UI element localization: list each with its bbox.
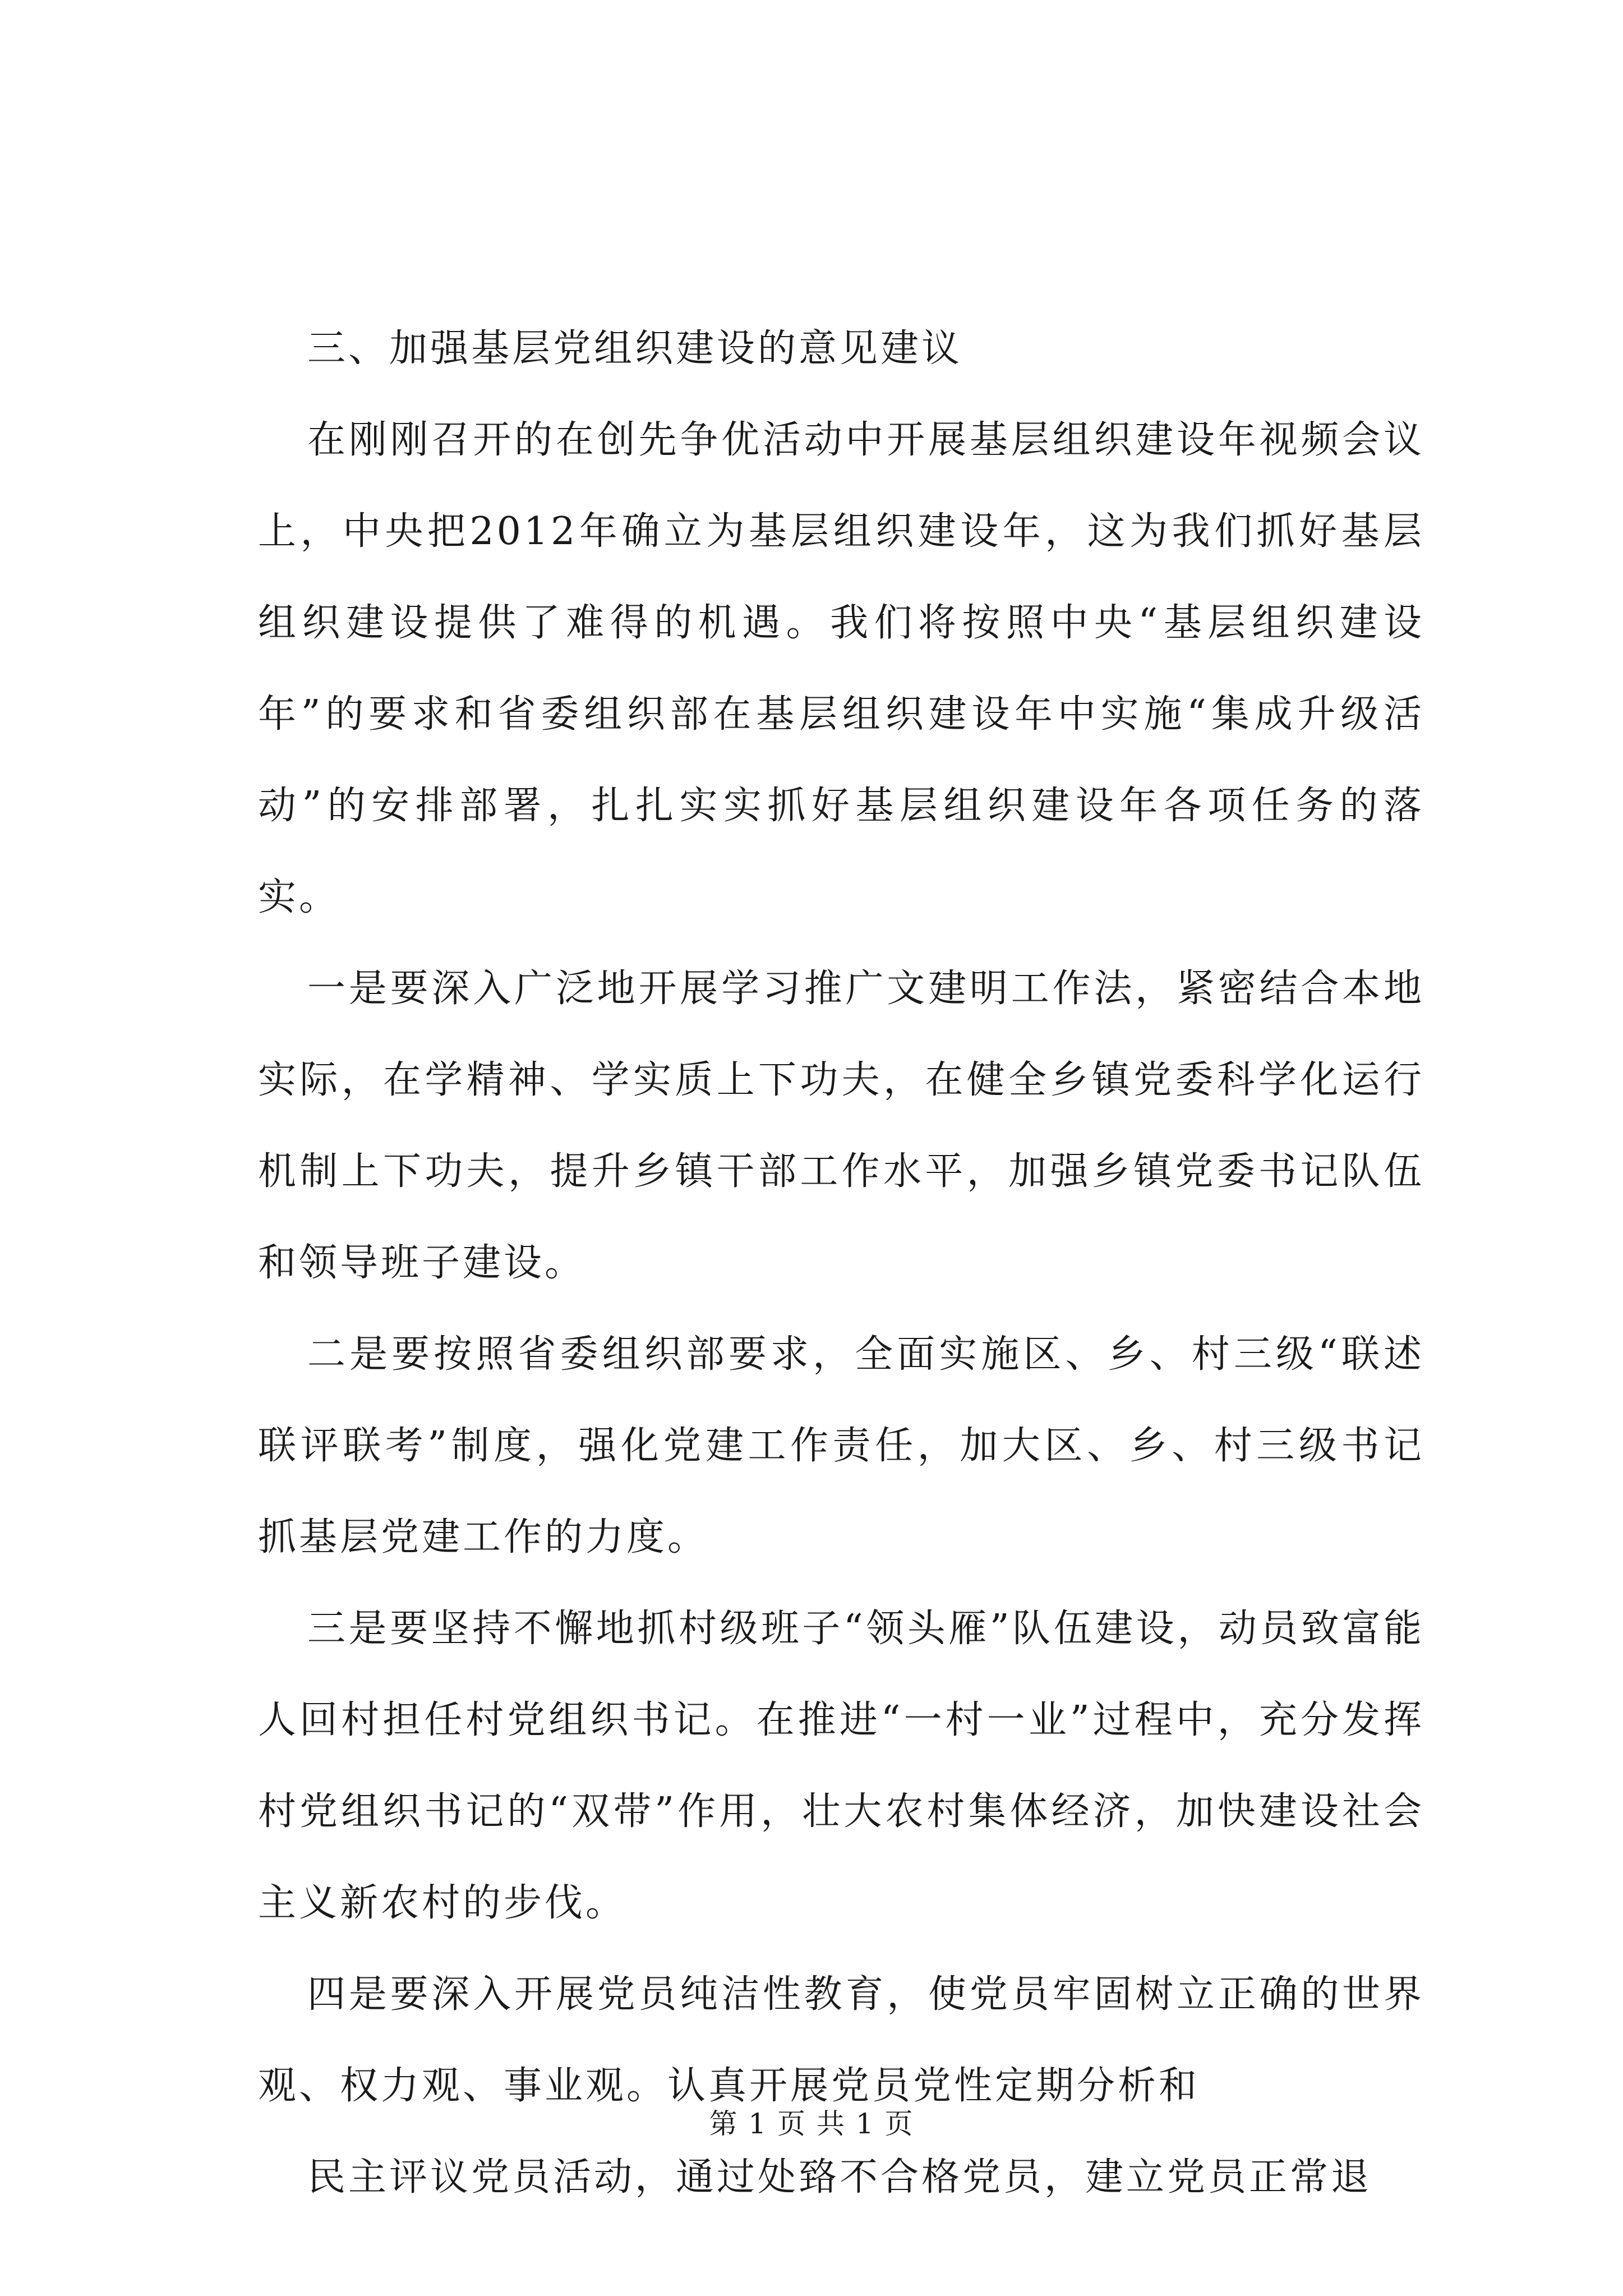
paragraph-item-4: 四是要深入开展党员纯洁性教育，使党员牢固树立正确的世界观、权力观、事业观。认真开展党员党性定期分析和	[258, 1972, 1424, 2108]
paragraph-intro: 在刚刚召开的在创先争优活动中开展基层组织建设年视频会议上，中央把2012年确立为基层组织建设年，这为我们抓好基层组织建设提供了难得的机遇。我们将按照中央“基层组织建设年”的要求和省委组织部在基层组织建设年中实施“集成升级活动”的安排部署，扎扎实实抓好基层组织建设年各项任务的落实。	[258, 418, 1424, 919]
paragraph-item-1: 一是要深入广泛地开展学习推广文建明工作法，紧密结合本地实际，在学精神、学实质上下功夫，在健全乡镇党委科学化运行机制上下功夫，提升乡镇干部工作水平，加强乡镇党委书记队伍和领导班子建设。	[258, 967, 1424, 1285]
page-footer: 第 1 页 共 1 页	[709, 2108, 914, 2140]
paragraph-item-3: 三是要坚持不懈地抓村级班子“领头雁”队伍建设，动员致富能人回村担任村党组织书记。在推进“一村一业”过程中，充分发挥村党组织书记的“双带”作用，壮大农村集体经济，加快建设社会主义新农村的步伐。	[258, 1607, 1424, 1925]
document-body	[258, 303, 1424, 2223]
paragraph-item-4-continued: 民主评议党员活动，通过处臵不合格党员，建立党员正常退	[307, 2155, 1372, 2200]
paragraph-item-2: 二是要按照省委组织部要求，全面实施区、乡、村三级“联述联评联考”制度，强化党建工作责任，加大区、乡、村三级书记抓基层党建工作的力度。	[258, 1332, 1424, 1559]
section-heading: 三、加强基层党组织建设的意见建议	[307, 326, 963, 371]
